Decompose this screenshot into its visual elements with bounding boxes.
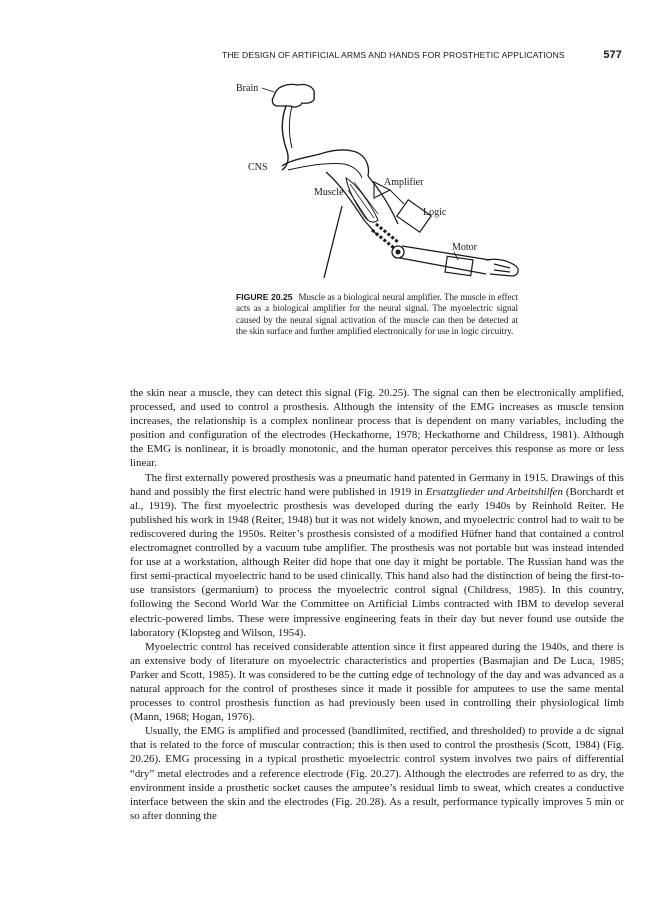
figure-caption-label: FIGURE 20.25: [236, 292, 293, 302]
muscle-label: Muscle: [314, 187, 344, 198]
paragraph-2-part-a: The first externally powered prosthesis was a pneumatic hand patented in Germany in 1915. Drawings of this hand and possibly the first electric hand were published in 1919 in: [130, 471, 624, 498]
paragraph-1: the skin near a muscle, they can detect this signal (Fig. 20.25). The signal can then be electronically amplified, processed, and used to control a prosthesis. Although the intensity of the EMG increases as muscle tension increases, the relationship is a complex nonlinear process that is dependent on many variables, including the position and configuration of the electrodes (Heckathorne, 1978; Heckathorne and Childress, 1981). Although the EMG is nonlinear, it is broadly monotonic, and the human operator perceives this response as more or less linear.: [130, 387, 624, 470]
elbow-joint-center: [396, 250, 401, 255]
body-text: [130, 386, 624, 823]
figure-caption: [236, 292, 518, 338]
running-header: [222, 49, 622, 61]
torso-line: [324, 206, 342, 278]
spinal-cord-inner: [289, 106, 292, 148]
motor-pointer: [454, 252, 458, 260]
brain-label: Brain: [236, 83, 259, 94]
paragraph-3: Myoelectric control has received considerable attention since it first appeared during the 1940s, and there is an extensive body of literature on myoelectric characteristics and properties (Basmajian and De Luca, 1985; Parker and Scott, 1985). It was considered to be the cutting edge of technology of the day and was advanced as a natural approach for the control of prostheses since it made it possible for amputees to use the same mental processes to control prosthesis function as had previously been used in controlling their physiological limb (Mann, 1968; Hogan, 1976).: [130, 640, 624, 724]
page-number: 577: [603, 49, 622, 61]
motor-label: Motor: [452, 242, 477, 253]
brain-shape: [272, 84, 314, 107]
spinal-cord: [282, 106, 288, 170]
amplifier-wire: [390, 190, 404, 204]
paragraph-2-part-b: (Borchardt et al., 1919). The first myoelectric prosthesis was developed during the early 1940s by Reinhold Reiter. He published his work in 1948 (Reiter, 1948) but it was not widely known, and myoelectric control had to wait to be rediscovered during the 1950s. Reiter’s prosthesis consisted of a modified Hüfner hand that contained a control electromagnet controlled by a vacuum tube amplifier. The prosthesis was not portable but was instead intended for use at a workstation, although Reiter did hope that one day it might be portable. The Russian hand was the first semi-practical myoelectric hand to be used clinically. This hand also had the distinction of being the first-to-use transistors (germanium) to process the myoelectric control signal (Childress, 1985). In this country, following the Second World War the Committee on Artificial Limbs contracted with IBM to develop several electric-powered limbs. These were impressive engineering feats in their day but never found use outside the laboratory (Klopsteg and Wilson, 1954).: [130, 485, 624, 639]
amplifier-label: Amplifier: [384, 177, 424, 188]
prosthetic-arm-diagram: [228, 74, 528, 286]
nerve-path: [288, 163, 362, 178]
body-outline: [282, 150, 369, 176]
brain-pointer: [262, 88, 274, 92]
socket-electrodes: [372, 224, 398, 248]
figure-caption-text: Muscle as a biological neural amplifier. The muscle in effect acts as a biological amplifier for the neural signal. The myoelectric signal caused by the neural signal activation of the muscle can then be detected at the skin surface and further amplified electronically for use in logic circuitry.: [236, 292, 518, 337]
figure-20-25: [228, 74, 528, 286]
running-title: THE DESIGN OF ARTIFICIAL ARMS AND HANDS FOR PROSTHETIC APPLICATIONS: [222, 50, 565, 60]
paragraph-4: Usually, the EMG is amplified and processed (bandlimited, rectified, and thresholded) to provide a dc signal that is related to the force of muscular contraction; this is then used to control the prosthesis (Scott, 1984) (Fig. 20.26). EMG processing in a typical prosthetic myoelectric control system involves two pairs of differential “dry” metal electrodes and a reference electrode (Fig. 20.27). Although the electrodes are referred to as dry, the environment inside a prosthetic socket causes the amputee’s residual limb to sweat, which creates a conductive interface between the skin and the electrodes (Fig. 20.28). As a result, performance typically improves 5 min or so after donning the: [130, 725, 624, 822]
paragraph-2-italic-title: Ersatzglieder und Arbeitshilfen: [425, 485, 563, 498]
prosthetic-hand: [486, 259, 518, 276]
cns-label: CNS: [248, 162, 268, 173]
paragraph-2: [130, 471, 624, 640]
motor-box: [445, 256, 473, 275]
logic-label: Logic: [423, 207, 447, 218]
